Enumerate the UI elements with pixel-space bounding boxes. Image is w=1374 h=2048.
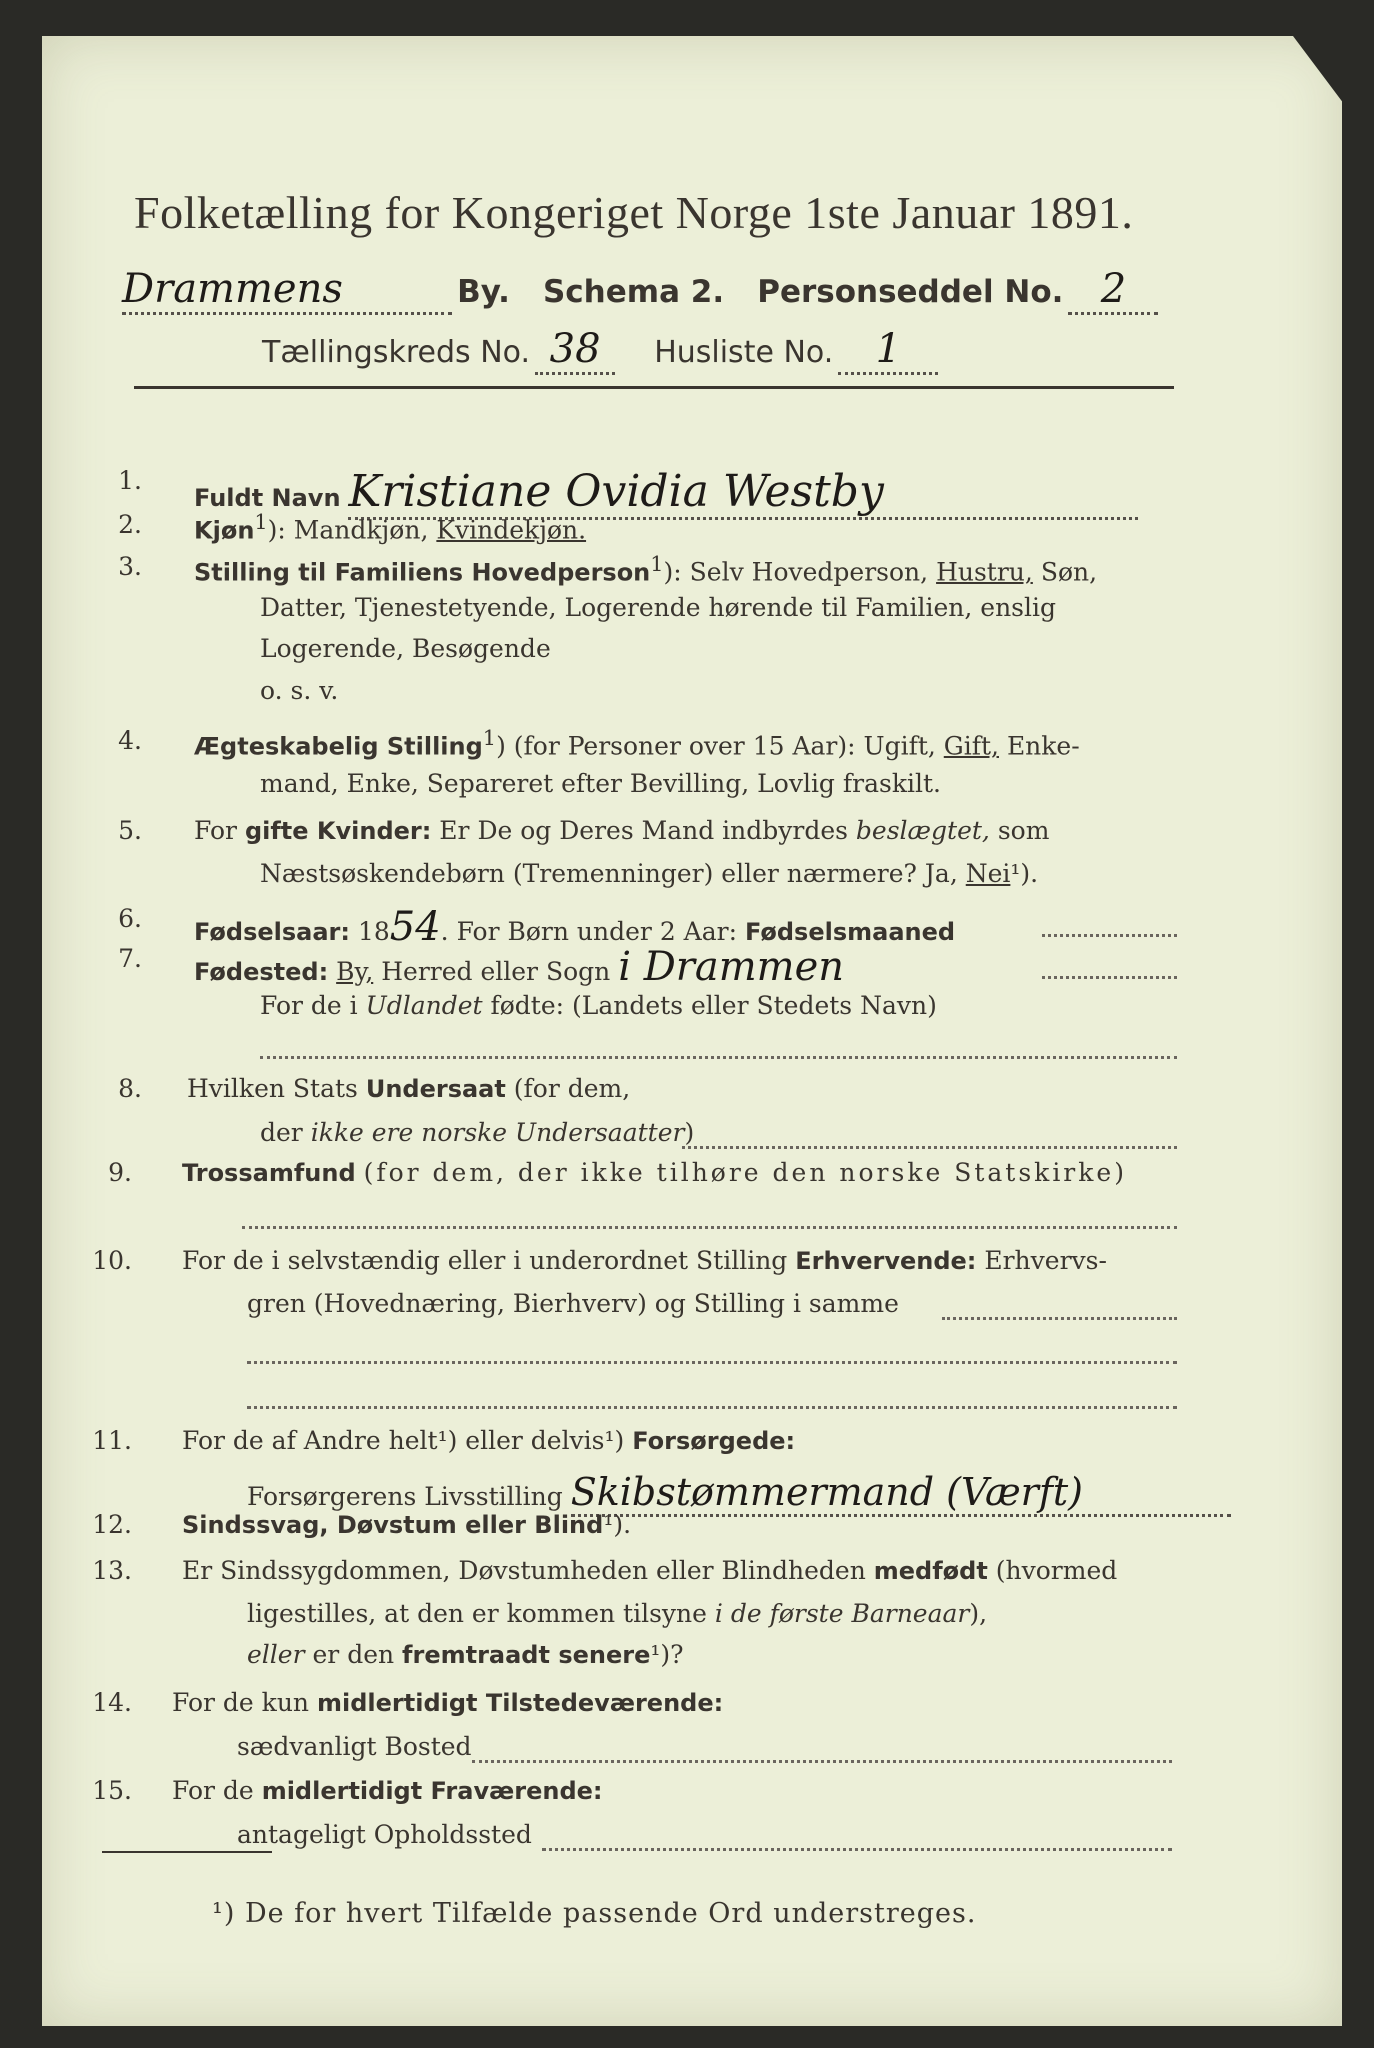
item-religion: [182, 1158, 1127, 1187]
birth-year-prefix: 18: [357, 917, 390, 946]
congenital-line-3-a: er den: [312, 1640, 395, 1669]
married-women-end: som: [997, 816, 1050, 845]
item-occupation: [182, 1246, 1107, 1275]
temporary-present-prefix: For de kun: [172, 1688, 310, 1717]
footnote-ref: 1: [254, 510, 268, 534]
citizenship-line-2-italic: ikke ere norske Undersaatter: [310, 1118, 685, 1147]
census-form-page: [42, 36, 1342, 2026]
item-number: 15.: [92, 1776, 132, 1805]
item-number: 8.: [118, 1074, 142, 1103]
item-supported: [182, 1426, 795, 1455]
item-number: 5.: [118, 816, 142, 845]
citizenship-dotted-line: [682, 1146, 1177, 1149]
married-women-prefix: For: [194, 816, 237, 845]
kreds-number: 38: [535, 326, 615, 375]
marital-options: ) (for Personer over 15 Aar): Ugift,: [496, 731, 936, 761]
item-number: 7.: [118, 944, 142, 973]
footnote-ref: 1: [482, 726, 497, 750]
birth-year-text: . For Børn under 2 Aar:: [440, 917, 737, 946]
kreds-label: Tællingskreds No.: [262, 335, 530, 370]
position-options: ): Selv Hovedperson,: [663, 557, 929, 587]
married-women-question: Er De og Deres Mand indbyrdes: [439, 816, 848, 845]
husliste-label: Husliste No.: [654, 335, 834, 370]
married-women-line-2-text: Næstsøskendebørn (Tremenninger) eller nærmere? Ja,: [260, 859, 958, 888]
item-number: 9.: [108, 1158, 132, 1187]
item-number: 14.: [92, 1688, 132, 1717]
marital-label: Ægteskabelig Stilling: [194, 732, 483, 761]
citizenship-line-2: [260, 1118, 694, 1147]
gender-label: Kjøn: [194, 516, 255, 545]
occupation-label: Erhvervende:: [795, 1247, 977, 1275]
congenital-line-2: [247, 1599, 987, 1628]
congenital-label: medfødt: [873, 1557, 988, 1585]
item-temporary-absent: [172, 1776, 603, 1805]
item-number: 10.: [92, 1246, 132, 1275]
foreign-birthplace-dotted-line: [260, 1056, 1177, 1059]
citizenship-label: Undersaat: [365, 1075, 506, 1103]
probable-residence-dotted-line: [542, 1848, 1172, 1851]
item-number: 6.: [118, 904, 142, 933]
by-label: By.: [457, 274, 510, 310]
header-city-line: [122, 266, 1158, 315]
supporter-occupation-label: Forsørgerens Livsstilling: [247, 1482, 563, 1511]
citizenship-line-2-a: der: [260, 1118, 303, 1147]
item-citizenship: [187, 1074, 630, 1103]
item-number: 11.: [92, 1426, 132, 1455]
schema-label: Schema 2.: [542, 274, 725, 310]
married-women-line-2: [260, 859, 1038, 888]
congenital-line-2-italic: i de første Barneaar: [714, 1599, 970, 1628]
usual-residence-dotted-line: [472, 1760, 1172, 1763]
position-selected: Hustru,: [936, 557, 1033, 587]
occupation-dotted-line-3: [247, 1406, 1177, 1409]
full-name-label: Fuldt Navn: [194, 484, 341, 512]
position-options-end: Søn,: [1040, 557, 1098, 587]
congenital-line-3: [247, 1640, 684, 1669]
position-line-3: Logerende, Besøgende: [260, 634, 551, 663]
footnote-text: ¹) De for hvert Tilfælde passende Ord understreges.: [212, 1898, 977, 1929]
religion-dotted-line: [242, 1226, 1177, 1229]
item-number: 13.: [92, 1556, 132, 1585]
item-marital: [194, 726, 1080, 760]
congenital-line-2-b: ),: [969, 1599, 988, 1628]
birthplace-options: Herred eller Sogn: [381, 957, 611, 986]
gender-selected: Kvindekjøn.: [436, 515, 587, 545]
occupation-line-2: gren (Hovednæring, Bierhverv) og Stilling i samme: [247, 1289, 899, 1318]
religion-text: (for dem, der ikke tilhøre den norske Statskirke): [363, 1158, 1127, 1187]
occupation-prefix: For de i selvstændig eller i underordnet Stilling: [182, 1246, 788, 1275]
birth-month-label: Fødselsmaaned: [744, 918, 956, 946]
birthplace-handwritten: i Drammen: [618, 944, 845, 990]
occupation-dotted-line-2: [247, 1361, 1177, 1364]
header-rule: [134, 386, 1174, 389]
supported-label: Forsørgede:: [632, 1427, 796, 1455]
gender-options: ): Mandkjøn,: [267, 515, 429, 545]
position-line-2: Datter, Tjenestetyende, Logerende hørende til Familien, enslig: [260, 593, 1057, 622]
form-title: Folketælling for Kongeriget Norge 1ste Januar 1891.: [134, 187, 1134, 238]
congenital-line-3-label: fremtraadt senere: [402, 1641, 651, 1669]
congenital-line-2-a: ligestilles, at den er kommen tilsyne: [247, 1599, 707, 1628]
item-number: 2.: [118, 510, 142, 539]
birthplace-selected: By,: [336, 957, 374, 986]
usual-residence-label: sædvanligt Bosted: [237, 1732, 472, 1761]
citizenship-line-2-b: ): [684, 1118, 695, 1147]
birth-year-handwritten: 54: [389, 904, 441, 950]
congenital-suffix: (hvormed: [995, 1556, 1118, 1585]
marital-selected: Gift,: [943, 731, 999, 761]
citizenship-suffix: (for dem,: [513, 1074, 631, 1103]
marital-line-2: mand, Enke, Separeret efter Bevilling, Lovlig fraskilt.: [260, 769, 941, 798]
personseddel-label: Personseddel No.: [757, 274, 1064, 310]
occupation-suffix: Erhvervs-: [984, 1246, 1107, 1275]
husliste-number: 1: [838, 326, 938, 375]
birthplace-line-2: [260, 991, 937, 1020]
supported-prefix: For de af Andre helt¹) eller delvis¹): [182, 1426, 625, 1455]
item-gender: [194, 510, 586, 544]
item-married-women: [194, 816, 1049, 845]
temporary-absent-label: midlertidigt Fraværende:: [261, 1777, 603, 1805]
disability-label: Sindssvag, Døvstum eller Blind: [182, 1511, 604, 1539]
birth-month-dotted-line: [1042, 934, 1177, 937]
position-line-4: o. s. v.: [260, 676, 339, 705]
city-handwritten: Drammens: [122, 266, 452, 315]
item-number: 12.: [92, 1510, 132, 1539]
probable-residence-label: antageligt Opholdssted: [237, 1820, 532, 1849]
item-number: 1.: [118, 466, 142, 495]
birthplace-line-2-b: fødte: (Landets eller Stedets Navn): [490, 991, 937, 1020]
birthplace-line-2-italic: Udlandet: [365, 991, 483, 1020]
item-birthplace: [194, 944, 844, 990]
temporary-absent-prefix: For de: [172, 1776, 254, 1805]
married-women-line-2-end: ¹).: [1010, 859, 1039, 888]
married-women-label: gifte Kvinder:: [244, 817, 432, 845]
item-number: 4.: [118, 726, 142, 755]
religion-label: Trossamfund: [182, 1159, 356, 1187]
congenital-prefix: Er Sindssygdommen, Døvstumheden eller Blindheden: [182, 1556, 866, 1585]
supporter-occupation-handwritten: Skibstømmermand (Værft): [571, 1470, 1231, 1517]
footnote-ref: 1: [650, 552, 664, 576]
position-label: Stilling til Familiens Hovedperson: [194, 558, 651, 587]
personseddel-number: 2: [1068, 266, 1158, 315]
temporary-present-label: midlertidigt Tilstedeværende:: [316, 1689, 724, 1717]
marital-options-end: Enke-: [1006, 731, 1080, 761]
item-temporary-present: [172, 1688, 723, 1717]
married-women-italic: beslægtet,: [855, 816, 990, 845]
header-kreds-line: [262, 326, 938, 375]
congenital-line-3-b: ¹)?: [650, 1640, 684, 1669]
item-congenital: [182, 1556, 1117, 1585]
occupation-dotted-line-1: [942, 1317, 1177, 1320]
birthplace-line-2-a: For de i: [260, 991, 358, 1020]
footnote-rule: [102, 1851, 272, 1853]
birthplace-dotted-line: [1042, 976, 1177, 979]
citizenship-prefix: Hvilken Stats: [187, 1074, 358, 1103]
full-name-value: Kristiane Ovidia Westby: [348, 466, 1138, 520]
birthplace-label: Fødested:: [194, 958, 329, 986]
married-women-selected: Nei: [965, 859, 1011, 888]
congenital-line-3-italic: eller: [247, 1640, 305, 1669]
birth-year-label: Fødselsaar:: [194, 918, 350, 946]
item-number: 3.: [118, 552, 142, 581]
item-position: [194, 552, 1097, 586]
folded-corner: [1290, 32, 1350, 112]
item-disability: [182, 1510, 631, 1539]
disability-suffix: ¹).: [603, 1510, 632, 1539]
